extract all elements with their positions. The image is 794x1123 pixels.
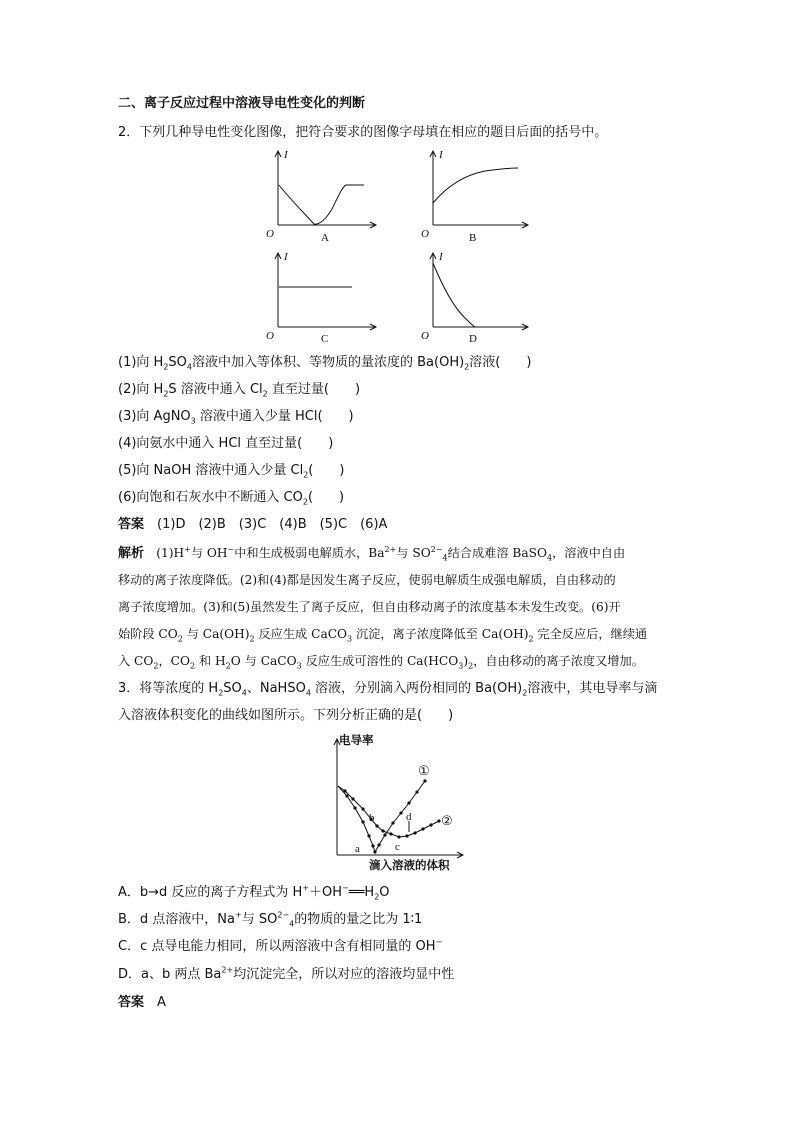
point-d-label: d bbox=[406, 811, 412, 823]
curve-2-label: ② bbox=[441, 813, 453, 828]
section-title: 二、离子反应过程中溶液导电性变化的判断 bbox=[118, 96, 366, 111]
q2-analysis-line-1: 解析 (1)H+与 OH−中和生成极弱电解质水，$Ba^{2+}$与 $SO^{2-}_4$结合成难溶 BaSO$_4$，溶液中自由 bbox=[118, 544, 626, 563]
graph-d-curve bbox=[433, 263, 475, 327]
point-b-label: b bbox=[369, 812, 375, 824]
q3-option-a: A．b→d 反应的离子方程式为 $H^++OH^-══H_2O$ bbox=[118, 883, 390, 902]
q2-answer: 答案 (1)D (2)B (3)C (4)B (5)C (6)A bbox=[118, 517, 388, 532]
answer-label: 答案 bbox=[118, 995, 145, 1010]
q3-option-c: C．c 点导电能力相同，所以两溶液中含有相同量的 OH− bbox=[118, 937, 443, 954]
q2-analysis-line-3: 离子浓度增加。(3)和(5)虽然发生了离子反应，但自由移动离子的浓度基本未发生改变。(6)开 bbox=[118, 600, 621, 614]
graph-c-origin: O bbox=[266, 330, 274, 342]
q3-option-d: D．a、b 两点 $Ba^{2+}$均沉淀完全，所以对应的溶液均显中性 bbox=[118, 965, 455, 982]
graph-d-y-label: I bbox=[439, 251, 443, 263]
question-3-stem-line-2: 入溶液体积变化的曲线如图所示。下列分析正确的是( ) bbox=[118, 708, 454, 723]
q2-item-4: (4)向氨水中通入 HCl 直至过量( ) bbox=[118, 436, 334, 451]
graph-c-label: C bbox=[321, 333, 329, 345]
q2-analysis-line-5: 入 $CO_2$，$CO_2$ 和 $H_2O$ 与 CaCO$_3$ 反应生成可溶性的 $Ca(HCO_3)_2$，自由移动的离子浓度又增加。 bbox=[118, 654, 644, 671]
y-axis-label: 电导率 bbox=[339, 735, 374, 747]
q2-analysis-line-4: 始阶段 $CO_2$ 与 $Ca(OH)_2$ 反应生成 CaCO$_3$ 沉淀，离子浓度降低至 $Ca(OH)_2$ 完全反应后，继续通 bbox=[118, 627, 648, 644]
point-a-label: a bbox=[355, 843, 360, 855]
q2-analysis-line-2: 移动的离子浓度降低。(2)和(4)都是因发生离子反应，使弱电解质生成强电解质，自由移动的 bbox=[118, 573, 616, 587]
graph-d-origin: O bbox=[421, 330, 429, 342]
q2-item-2: (2)向 $H_2S$ 溶液中通入 $Cl_2$ 直至过量( ) bbox=[118, 382, 361, 399]
graph-a-y-label: I bbox=[284, 149, 288, 161]
graph-b-curve bbox=[433, 168, 518, 203]
graph-d-label: D bbox=[469, 333, 477, 345]
q2-item-6: (6)向饱和石灰水中不断通入 $CO_2$( ) bbox=[118, 490, 345, 507]
graph-a-origin: O bbox=[266, 228, 274, 240]
curve-1-label: ① bbox=[418, 763, 430, 778]
q2-item-3: (3)向 AgNO$_3$ 溶液中通入少量 HCl( ) bbox=[118, 409, 354, 426]
graph-a-label: A bbox=[321, 232, 329, 244]
answer-label: 答案 bbox=[118, 517, 145, 532]
x-axis-label: 滴入溶液的体积 bbox=[369, 860, 450, 872]
point-c-label: c bbox=[395, 841, 400, 853]
question-3-stem-line-1: 3．将等浓度的 $H_2SO_4$、NaHSO$_4$ 溶液，分别滴入两份相同的 $Ba(OH)_2$溶液中，其电导率与滴 bbox=[118, 681, 658, 698]
q2-item-1: (1)向 $H_2SO_4$溶液中加入等体积、等物质的量浓度的 $Ba(OH)_2$溶液( ) bbox=[118, 355, 532, 372]
analysis-label: 解析 bbox=[118, 546, 145, 561]
conductivity-titration-figure bbox=[325, 733, 470, 873]
curve-1 bbox=[338, 781, 425, 852]
conductivity-graphs bbox=[260, 145, 530, 350]
q2-item-5: (5)向 NaOH 溶液中通入少量 $Cl_2$( ) bbox=[118, 463, 345, 480]
graph-c-y-label: I bbox=[284, 251, 288, 263]
q3-option-b: B．d 点溶液中，Na+与 $SO^{2-}_4$的物质的量之比为 1∶1 bbox=[118, 910, 423, 929]
question-2-stem: 2．下列几种导电性变化图像，把符合要求的图像字母填在相应的题目后面的括号中。 bbox=[118, 125, 608, 140]
graph-b-origin: O bbox=[421, 228, 429, 240]
q3-answer: 答案 A bbox=[118, 995, 166, 1010]
graph-a-curve bbox=[279, 185, 364, 224]
graph-b-label: B bbox=[469, 232, 477, 244]
graph-b-y-label: I bbox=[439, 149, 443, 161]
